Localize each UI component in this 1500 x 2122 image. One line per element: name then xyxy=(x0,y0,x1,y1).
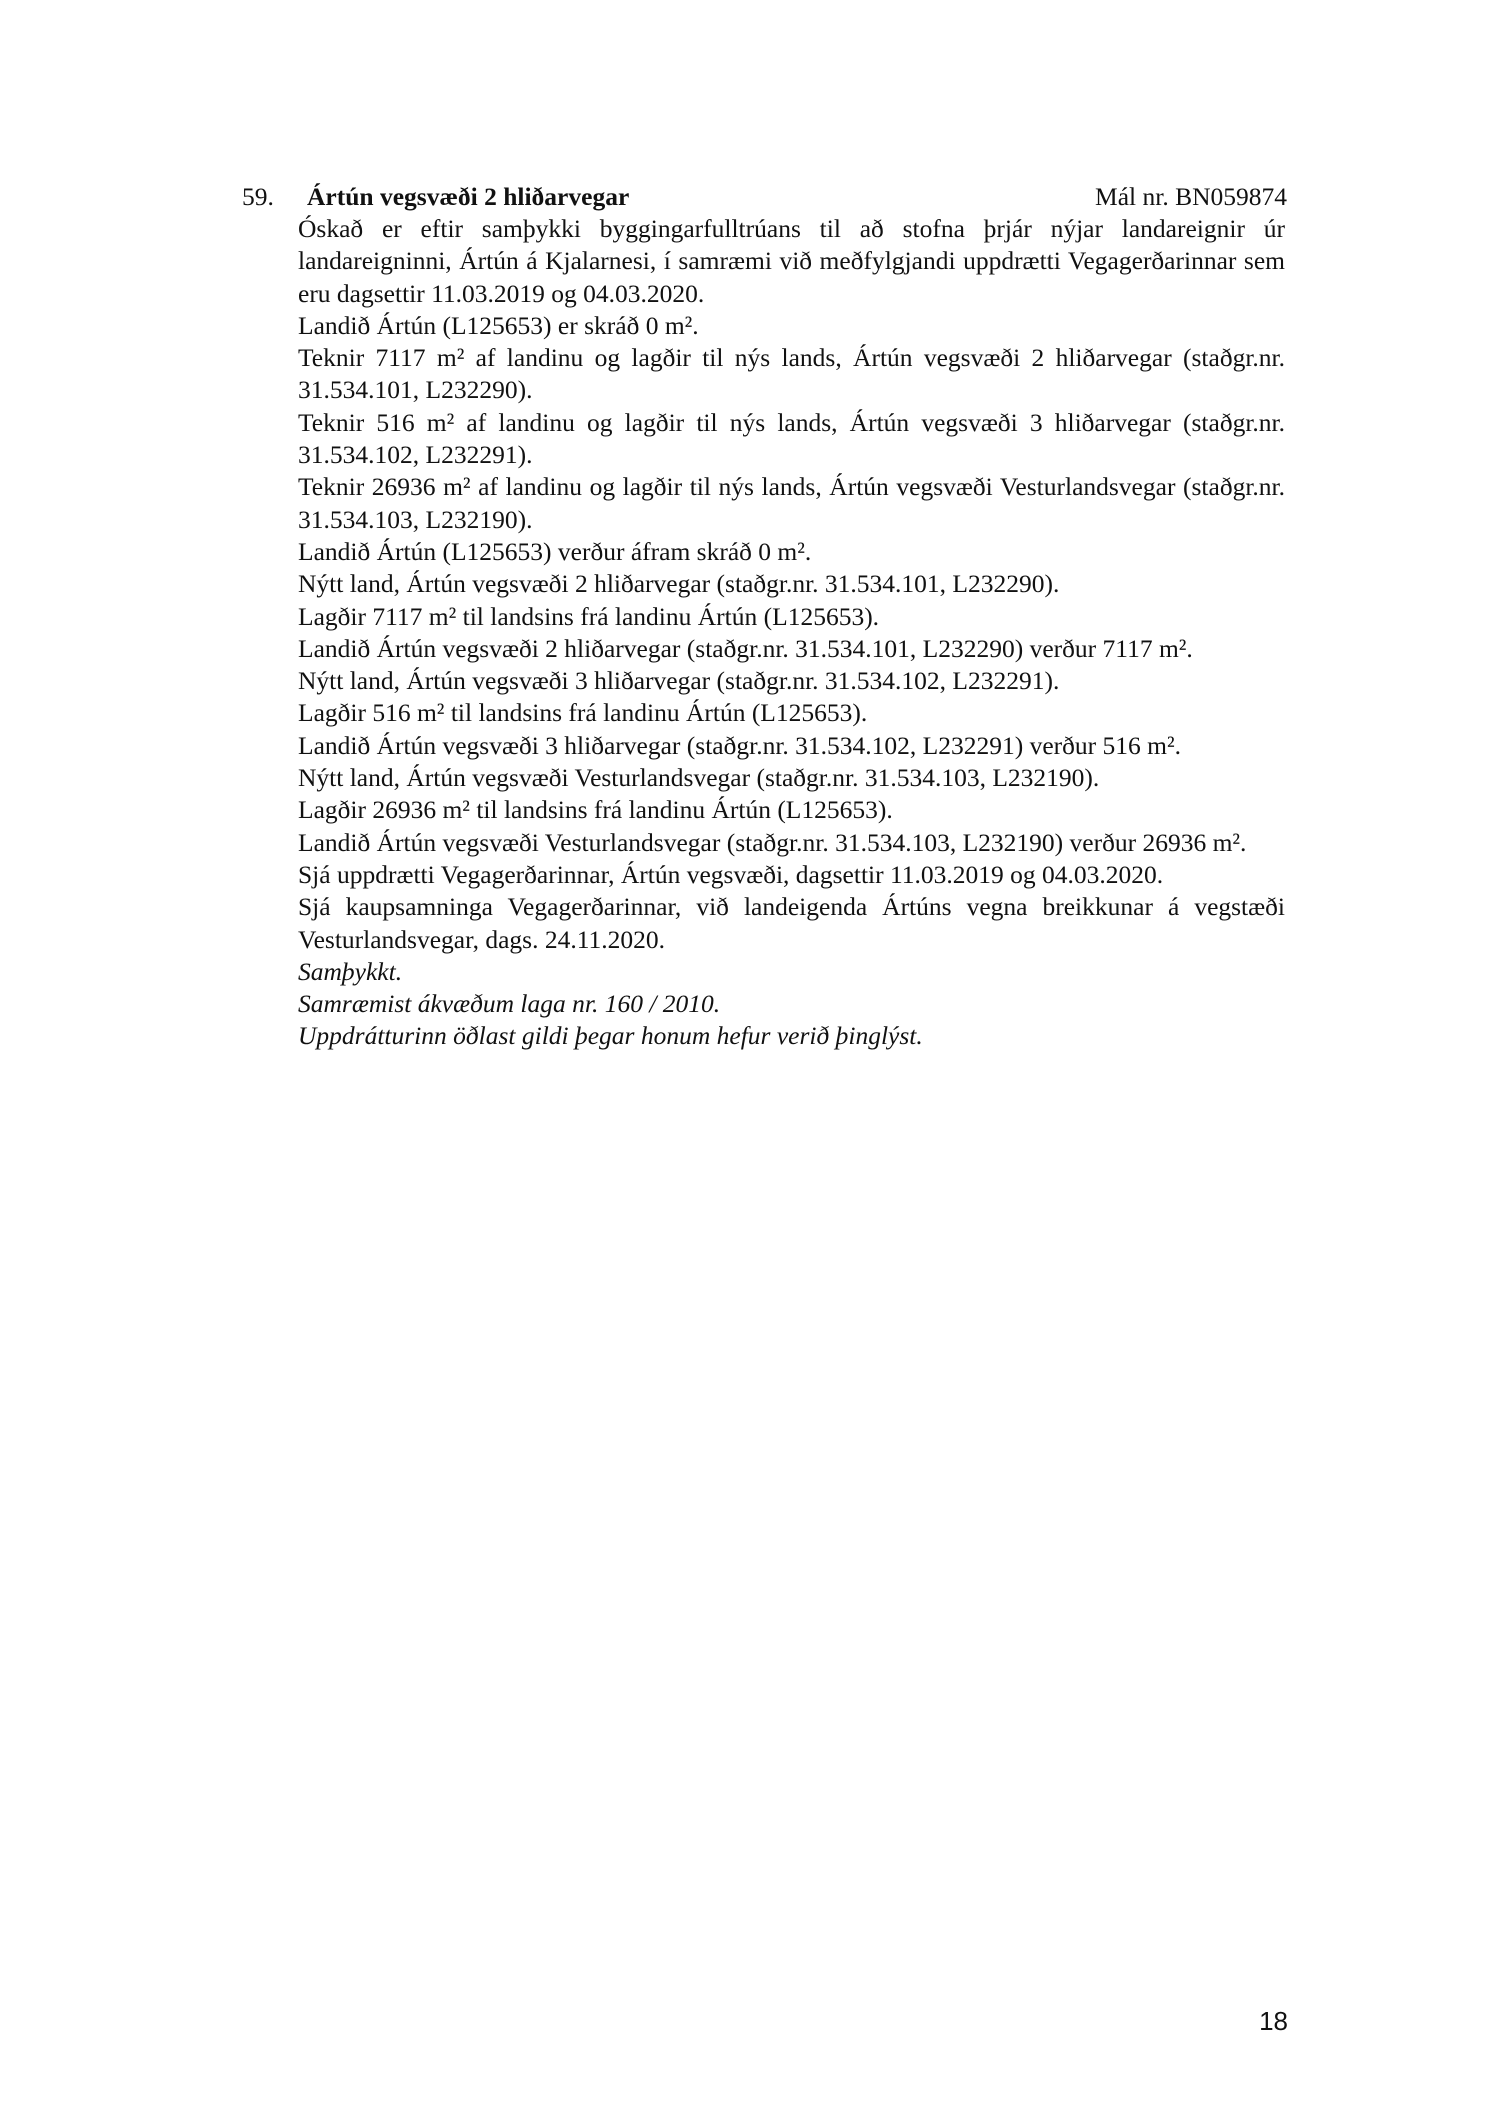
paragraph: Nýtt land, Ártún vegsvæði 3 hliðarvegar (staðgr.nr. 31.534.102, L232291). xyxy=(298,666,1060,696)
paragraph: Sjá kaupsamninga Vegagerðarinnar, við landeigenda Ártúns vegna breikkunar á vegstæði Vesturlandsvegar, dags. 24.11.2020. xyxy=(298,892,1285,954)
paragraph: Nýtt land, Ártún vegsvæði 2 hliðarvegar (staðgr.nr. 31.534.101, L232290). xyxy=(298,569,1060,599)
paragraph: Teknir 516 m² af landinu og lagðir til nýs lands, Ártún vegsvæði 3 hliðarvegar (staðgr.nr. 31.534.102, L232291). xyxy=(298,407,1285,470)
paragraph: Teknir 26936 m² af landinu og lagðir til nýs lands, Ártún vegsvæði Vesturlandsvegar (staðgr.nr. 31.534.103, L232190). xyxy=(298,472,1285,534)
decision-validity-note: Uppdrátturinn öðlast gildi þegar honum hefur verið þinglýst. xyxy=(298,1021,923,1051)
page-number: 18 xyxy=(1259,2006,1288,2036)
paragraph: Landið Ártún (L125653) verður áfram skráð 0 m². xyxy=(298,536,812,566)
paragraph: Landið Ártún vegsvæði Vesturlandsvegar (staðgr.nr. 31.534.103, L232190) verður 26936 m². xyxy=(298,827,1247,857)
decision-approved: Samþykkt. xyxy=(298,956,403,986)
item-number: 59. xyxy=(242,182,274,211)
paragraph: Landið Ártún vegsvæði 2 hliðarvegar (staðgr.nr. 31.534.101, L232290) verður 7117 m². xyxy=(298,633,1193,663)
paragraph: Landið Ártún (L125653) er skráð 0 m². xyxy=(298,310,699,340)
paragraph: Landið Ártún vegsvæði 3 hliðarvegar (staðgr.nr. 31.534.102, L232291) verður 516 m². xyxy=(298,730,1181,760)
decision-law-compliance: Samræmist ákvæðum laga nr. 160 / 2010. xyxy=(298,989,721,1019)
paragraph: Sjá uppdrætti Vegagerðarinnar, Ártún vegsvæði, dagsettir 11.03.2019 og 04.03.2020. xyxy=(298,859,1164,889)
paragraph: Lagðir 7117 m² til landsins frá landinu Ártún (L125653). xyxy=(298,601,880,631)
paragraph: Nýtt land, Ártún vegsvæði Vesturlandsvegar (staðgr.nr. 31.534.103, L232190). xyxy=(298,763,1100,793)
paragraph-request: Óskað er eftir samþykki byggingarfulltrúans til að stofna þrjár nýjar landareignir úr landareigninni, Ártún á Kjalarnesi, í samræmi við meðfylgjandi uppdrætti Vegagerðarinnar sem eru dagsettir 11.03.2019 og 04.03.2020. xyxy=(298,214,1285,308)
paragraph: Lagðir 26936 m² til landsins frá landinu Ártún (L125653). xyxy=(298,795,893,825)
item-title: Ártún vegsvæði 2 hliðarvegar xyxy=(307,182,630,211)
case-number: Mál nr. BN059874 xyxy=(1095,182,1287,211)
paragraph: Teknir 7117 m² af landinu og lagðir til nýs lands, Ártún vegsvæði 2 hliðarvegar (staðgr.nr. 31.534.101, L232290). xyxy=(298,343,1285,405)
item-body xyxy=(298,213,1285,1053)
item-header xyxy=(242,180,1287,214)
paragraph: Lagðir 516 m² til landsins frá landinu Ártún (L125653). xyxy=(298,698,868,728)
